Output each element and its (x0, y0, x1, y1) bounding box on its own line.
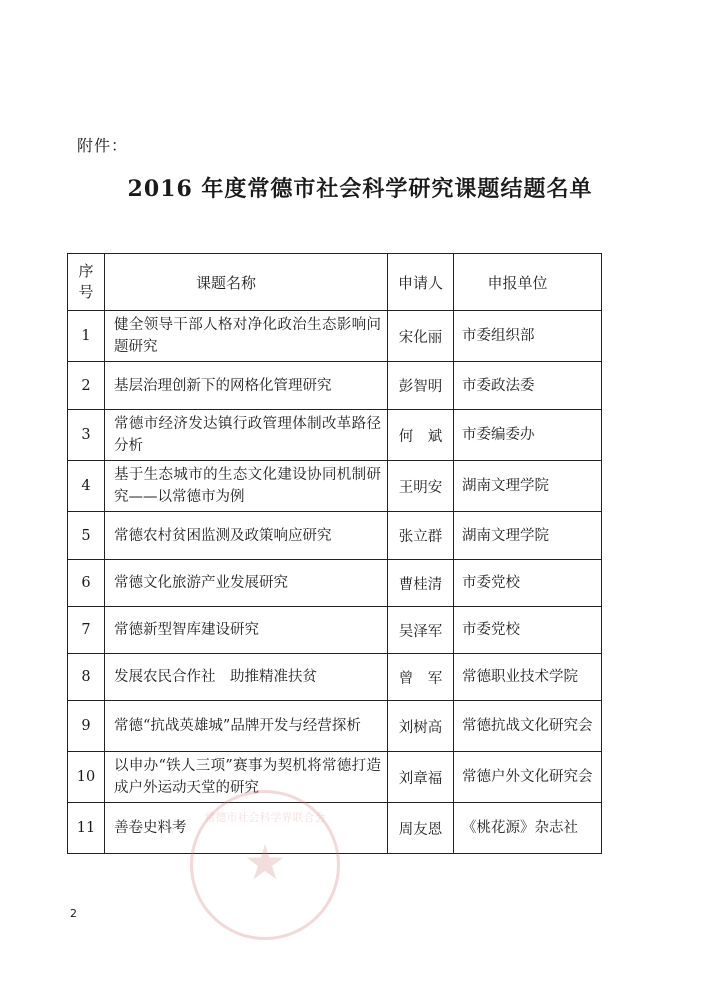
table-row (68, 560, 602, 607)
row-applicant: 张立群 (388, 512, 454, 560)
row-number: 11 (68, 803, 105, 854)
row-applicant: 彭智明 (388, 362, 454, 410)
table-row (68, 362, 602, 410)
row-number: 10 (68, 752, 105, 803)
table-row (68, 311, 602, 362)
row-number: 3 (68, 410, 105, 461)
row-title: 常德文化旅游产业发展研究 (105, 560, 388, 607)
row-unit: 市委党校 (454, 560, 602, 607)
row-unit: 市委政法委 (454, 362, 602, 410)
header-title: 课题名称 (105, 254, 388, 311)
row-title: 发展农民合作社 助推精准扶贫 (105, 654, 388, 701)
table-row (68, 512, 602, 560)
row-applicant: 刘章福 (388, 752, 454, 803)
attachment-label: 附件： (77, 136, 129, 155)
page-number: 2 (70, 907, 77, 920)
row-number: 7 (68, 607, 105, 654)
row-applicant: 吴泽军 (388, 607, 454, 654)
row-title: 常德市经济发达镇行政管理体制改革路径分析 (105, 410, 388, 461)
row-applicant: 何 斌 (388, 410, 454, 461)
row-title: 善卷史料考 (105, 803, 388, 854)
row-applicant: 周友恩 (388, 803, 454, 854)
header-applicant: 申请人 (388, 254, 454, 311)
row-number: 2 (68, 362, 105, 410)
header-number: 序 号 (68, 254, 105, 311)
header-unit: 申报单位 (454, 254, 602, 311)
table-row (68, 701, 602, 752)
row-number: 4 (68, 461, 105, 512)
row-unit: 市委党校 (454, 607, 602, 654)
table-header-row (68, 254, 602, 311)
row-applicant: 王明安 (388, 461, 454, 512)
page-title: 2016 年度常德市社会科学研究课题结题名单 (127, 176, 593, 202)
table-row (68, 410, 602, 461)
table-row (68, 461, 602, 512)
table-row (68, 607, 602, 654)
row-number: 8 (68, 654, 105, 701)
row-title: 健全领导干部人格对净化政治生态影响问题研究 (105, 311, 388, 362)
table-row (68, 803, 602, 854)
row-applicant: 曹桂清 (388, 560, 454, 607)
row-number: 1 (68, 311, 105, 362)
table-row (68, 654, 602, 701)
row-unit: 市委组织部 (454, 311, 602, 362)
seal-text: 常德市社会科学界联合会 (204, 811, 326, 824)
row-number: 9 (68, 701, 105, 752)
row-unit: 常德抗战文化研究会 (454, 701, 602, 752)
row-title: 常德新型智库建设研究 (105, 607, 388, 654)
row-unit: 市委编委办 (454, 410, 602, 461)
row-number: 5 (68, 512, 105, 560)
row-unit: 湖南文理学院 (454, 461, 602, 512)
row-unit: 湖南文理学院 (454, 512, 602, 560)
table-row (68, 752, 602, 803)
row-title: 常德农村贫困监测及政策响应研究 (105, 512, 388, 560)
row-unit: 常德职业技术学院 (454, 654, 602, 701)
row-applicant: 曾 军 (388, 654, 454, 701)
row-title: 常德“抗战英雄城”品牌开发与经营探析 (105, 701, 388, 752)
row-title: 基层治理创新下的网格化管理研究 (105, 362, 388, 410)
row-unit: 常德户外文化研究会 (454, 752, 602, 803)
row-applicant: 宋化丽 (388, 311, 454, 362)
row-number: 6 (68, 560, 105, 607)
row-title: 基于生态城市的生态文化建设协同机制研究——以常德市为例 (105, 461, 388, 512)
star-icon: ★ (243, 835, 287, 891)
row-title: 以申办“铁人三项”赛事为契机将常德打造成户外运动天堂的研究 (105, 752, 388, 803)
results-table (67, 253, 602, 854)
row-applicant: 刘树高 (388, 701, 454, 752)
row-unit: 《桃花源》杂志社 (454, 803, 602, 854)
